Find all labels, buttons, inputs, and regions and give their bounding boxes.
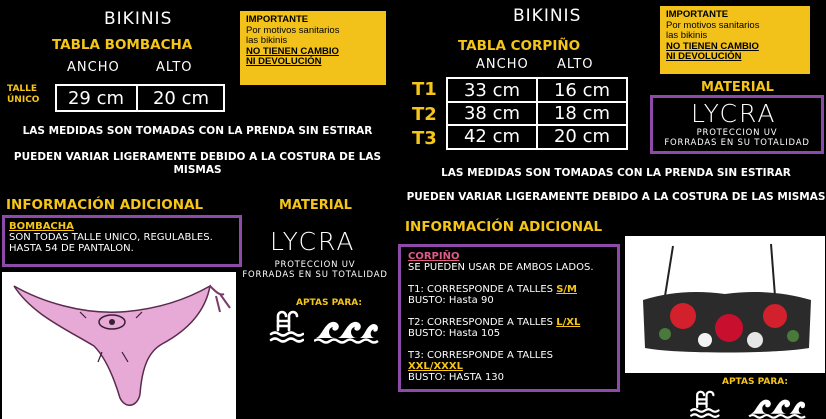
t1-ancho: 33 cm bbox=[463, 80, 521, 101]
left-info-heading: BOMBACHA bbox=[9, 221, 74, 232]
bikini-top-photo bbox=[625, 236, 825, 373]
notice-line4: NI DEVOLUCIÓN bbox=[246, 56, 322, 67]
left-note1: LAS MEDIDAS SON TOMADAS CON LA PRENDA SIN ESTIRAR bbox=[22, 125, 373, 137]
t2-alto: 18 cm bbox=[553, 103, 611, 124]
notice-line2: las bikinis bbox=[246, 35, 288, 46]
right-material-sub bbox=[653, 128, 821, 148]
left-col-ancho: ANCHO bbox=[67, 60, 120, 75]
left-material-sub1: PROTECCION UV bbox=[274, 260, 356, 270]
t3-sizes: XXL/XXXL bbox=[408, 361, 463, 372]
right-material-title: MATERIAL bbox=[701, 80, 774, 95]
right-note2: PUEDEN VARIAR LIGERAMENTE DEBIDO A LA COSTURA DE LAS MISMAS bbox=[406, 191, 826, 203]
right-t1-busto: BUSTO: Hasta 90 bbox=[408, 295, 494, 306]
t1-alto: 16 cm bbox=[553, 80, 611, 101]
notice-line3-r: NO TIENEN CAMBIO bbox=[666, 40, 759, 52]
t2-ancho: 38 cm bbox=[463, 103, 521, 124]
right-info-title: INFORMACIÓN ADICIONAL bbox=[405, 219, 603, 235]
pool-icon-right bbox=[688, 390, 720, 419]
pool-icon bbox=[268, 310, 304, 344]
right-t2-line bbox=[408, 317, 610, 328]
notice-heading: IMPORTANTE bbox=[246, 14, 309, 25]
beach-wave-icon-right bbox=[744, 391, 812, 419]
notice-line2-r: las bikinis bbox=[666, 30, 708, 41]
notice-heading-r: IMPORTANTE bbox=[666, 9, 729, 20]
left-size-label bbox=[7, 84, 39, 106]
left-note2: PUEDEN VARIAR LIGERAMENTE DEBIDO A LA COSTURA DE LAS MISMAS bbox=[13, 151, 382, 176]
t3-text: T3: CORRESPONDE A TALLES bbox=[408, 350, 554, 361]
bikini-top-image bbox=[625, 236, 825, 373]
left-important-notice bbox=[240, 11, 386, 85]
left-info-line2: HASTA 54 DE PANTALON. bbox=[9, 243, 134, 254]
notice-line3: NO TIENEN CAMBIO bbox=[246, 45, 339, 57]
right-important-notice bbox=[660, 6, 810, 74]
size-label-line1: TALLE bbox=[7, 84, 38, 94]
left-ancho-value: 29 cm bbox=[67, 88, 125, 109]
right-material-sub1: PROTECCION UV bbox=[696, 128, 778, 138]
right-col-ancho: ANCHO bbox=[476, 57, 529, 72]
left-alto-value: 20 cm bbox=[152, 88, 210, 109]
notice-line4-r: NI DEVOLUCIÓN bbox=[666, 51, 742, 62]
left-table-title: TABLA BOMBACHA bbox=[52, 37, 193, 53]
right-t3-busto: BUSTO: HASTA 130 bbox=[408, 372, 505, 383]
right-note1: LAS MEDIDAS SON TOMADAS CON LA PRENDA SIN ESTIRAR bbox=[441, 167, 791, 179]
left-size-table bbox=[55, 84, 225, 112]
t2-text: T2: CORRESPONDE A TALLES bbox=[408, 317, 557, 328]
left-info-line1: SON TODAS TALLE UNICO, REGULABLES. bbox=[9, 232, 213, 243]
right-material-box bbox=[650, 95, 824, 154]
right-aptas: APTAS PARA: bbox=[722, 377, 788, 387]
t3-alto: 20 cm bbox=[553, 126, 611, 147]
left-material-name: LYCRA bbox=[270, 227, 356, 256]
size-label-line2: ÚNICO bbox=[7, 95, 40, 105]
notice-line1: Por motivos sanitarios bbox=[246, 24, 340, 36]
row-label-t1: T1 bbox=[412, 79, 437, 100]
beach-wave-icon bbox=[314, 312, 380, 344]
right-table-title: TABLA CORPIÑO bbox=[458, 38, 581, 54]
t1-text: T1: CORRESPONDE A TALLES bbox=[408, 284, 557, 295]
right-t2-busto: BUSTO: Hasta 105 bbox=[408, 328, 501, 339]
left-material-sub bbox=[240, 260, 390, 280]
right-info-heading: CORPIÑO bbox=[408, 251, 460, 262]
right-info-line0: SE PUEDEN USAR DE AMBOS LADOS. bbox=[408, 262, 594, 273]
left-info-title: INFORMACIÓN ADICIONAL bbox=[6, 197, 204, 213]
left-col-alto: ALTO bbox=[156, 60, 193, 75]
right-info-box bbox=[398, 244, 620, 392]
right-t1-line bbox=[408, 284, 610, 295]
right-col-alto: ALTO bbox=[557, 57, 594, 72]
t3-ancho: 42 cm bbox=[463, 126, 521, 147]
t2-sizes: L/XL bbox=[556, 317, 581, 328]
left-info-box bbox=[2, 215, 242, 267]
right-size-table bbox=[446, 77, 628, 150]
t1-sizes: S/M bbox=[556, 284, 578, 295]
right-material-name: LYCRA bbox=[691, 99, 777, 128]
right-title: BIKINIS bbox=[513, 6, 582, 26]
left-aptas: APTAS PARA: bbox=[296, 298, 362, 308]
row-label-t2: T2 bbox=[412, 104, 437, 125]
left-title: BIKINIS bbox=[104, 9, 173, 29]
left-material-title: MATERIAL bbox=[279, 198, 352, 213]
right-material-sub2: FORRADAS EN SU TOTALIDAD bbox=[664, 138, 810, 148]
row-label-t3: T3 bbox=[412, 128, 437, 149]
bikini-bottom-photo bbox=[2, 272, 236, 419]
right-t3-line bbox=[408, 350, 610, 372]
notice-line1-r: Por motivos sanitarios bbox=[666, 19, 760, 31]
left-material-sub2: FORRADAS EN SU TOTALIDAD bbox=[242, 270, 388, 280]
bikini-bottom-image bbox=[2, 272, 236, 419]
